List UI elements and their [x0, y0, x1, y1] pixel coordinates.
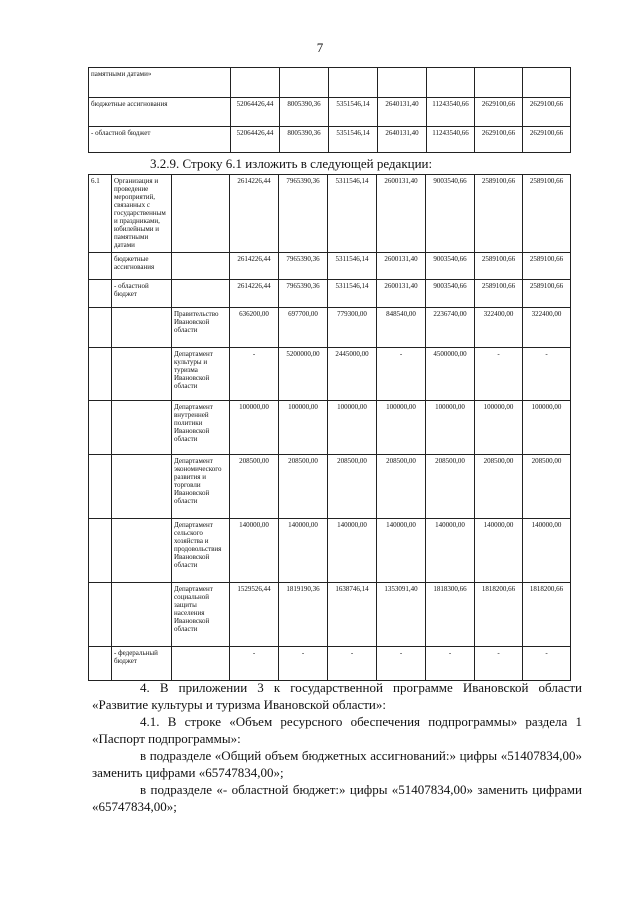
row-number: 6.1 [89, 175, 112, 253]
cell: 1353091,40 [377, 583, 426, 647]
cell: 140000,00 [523, 519, 571, 583]
cell: 2629100,66 [475, 127, 523, 153]
cell: 2640131,40 [378, 127, 427, 153]
row-number [89, 519, 112, 583]
table-row [89, 127, 571, 153]
cell: 4500000,00 [426, 348, 475, 401]
row-name: - областной бюджет [89, 127, 231, 153]
cell: 52064426,44 [231, 98, 280, 127]
cell: 100000,00 [279, 401, 328, 455]
cell: 2640131,40 [378, 98, 427, 127]
cell: 208500,00 [377, 455, 426, 519]
cell: - [475, 647, 523, 681]
cell: 2600131,40 [377, 253, 426, 280]
cell: - [328, 647, 377, 681]
table-row [89, 68, 571, 98]
row-name: памятными датами» [89, 68, 231, 98]
cell: 697700,00 [279, 308, 328, 348]
page-number: 7 [316, 40, 324, 55]
cell: 5351546,14 [329, 98, 378, 127]
executor-name [172, 175, 230, 253]
cell: 8005390,36 [280, 98, 329, 127]
cell [427, 68, 475, 98]
cell: 5200000,00 [279, 348, 328, 401]
cell: - [230, 647, 279, 681]
table-row [89, 280, 571, 308]
cell [231, 68, 280, 98]
main-table [88, 174, 571, 681]
cell: 9003540,66 [426, 253, 475, 280]
cell: 7965390,36 [279, 175, 328, 253]
executor-name: Департамент социальной защиты населения Ивановской области [172, 583, 230, 647]
cell: 208500,00 [230, 455, 279, 519]
cell: 100000,00 [328, 401, 377, 455]
cell: 2589100,66 [523, 253, 571, 280]
cell: 208500,00 [523, 455, 571, 519]
cell: 1818200,66 [475, 583, 523, 647]
cell: 2589100,66 [523, 175, 571, 253]
cell: 140000,00 [377, 519, 426, 583]
cell: 9003540,66 [426, 175, 475, 253]
row-number [89, 647, 112, 681]
cell: 1819190,36 [279, 583, 328, 647]
cell: 2629100,66 [475, 98, 523, 127]
cell: 2589100,66 [475, 280, 523, 308]
cell: 208500,00 [475, 455, 523, 519]
cell: 1818200,66 [523, 583, 571, 647]
table-row [89, 519, 571, 583]
cell: 2589100,66 [475, 253, 523, 280]
cell: - [230, 348, 279, 401]
table-row [89, 175, 571, 253]
cell: 5311546,14 [328, 253, 377, 280]
row-name: бюджетные ассигнования [89, 98, 231, 127]
cell [280, 68, 329, 98]
cell: 9003540,66 [426, 280, 475, 308]
row-number [89, 401, 112, 455]
executor-name: Департамент внутренней политики Ивановской области [172, 401, 230, 455]
cell: 140000,00 [426, 519, 475, 583]
executor-name: Правительство Ивановской области [172, 308, 230, 348]
cell: 2614226,44 [230, 280, 279, 308]
row-name: - областной бюджет [112, 280, 172, 308]
cell: 100000,00 [475, 401, 523, 455]
row-number [89, 583, 112, 647]
table-row [89, 253, 571, 280]
row-name [112, 519, 172, 583]
cell: 322400,00 [523, 308, 571, 348]
cell: 2600131,40 [377, 280, 426, 308]
cell: 636200,00 [230, 308, 279, 348]
cell: 100000,00 [523, 401, 571, 455]
cell: 11243540,66 [427, 127, 475, 153]
row-name: - федеральный бюджет [112, 647, 172, 681]
table-row [89, 308, 571, 348]
cell: - [426, 647, 475, 681]
amendment-text [92, 679, 582, 815]
table-row [89, 98, 571, 127]
top-table [88, 67, 571, 153]
row-name [112, 583, 172, 647]
cell: - [377, 348, 426, 401]
cell: 5311546,14 [328, 175, 377, 253]
table-row [89, 583, 571, 647]
cell: 322400,00 [475, 308, 523, 348]
cell: - [523, 348, 571, 401]
paragraph: 4. В приложении 3 к государственной программе Ивановской области «Развитие культуры и туризма Ивановской области»: [92, 680, 582, 712]
cell: 2614226,44 [230, 175, 279, 253]
row-number [89, 455, 112, 519]
cell: 1638746,14 [328, 583, 377, 647]
cell: 208500,00 [426, 455, 475, 519]
cell: 7965390,36 [279, 280, 328, 308]
executor-name: Департамент экономического развития и торговли Ивановской области [172, 455, 230, 519]
cell: 1529526,44 [230, 583, 279, 647]
row-name: Организация и проведение мероприятий, связанных с государственными праздниками, юбилейными и памятными датами [112, 175, 172, 253]
executor-name [172, 647, 230, 681]
cell: 208500,00 [279, 455, 328, 519]
row-number [89, 308, 112, 348]
table-row [89, 401, 571, 455]
row-name [112, 401, 172, 455]
cell [475, 68, 523, 98]
cell: 848540,00 [377, 308, 426, 348]
cell: - [475, 348, 523, 401]
cell: 1818300,66 [426, 583, 475, 647]
cell: 2236740,00 [426, 308, 475, 348]
cell: 100000,00 [377, 401, 426, 455]
cell: 2629100,66 [523, 127, 571, 153]
cell: 7965390,36 [279, 253, 328, 280]
cell [378, 68, 427, 98]
cell: 2589100,66 [475, 175, 523, 253]
cell: 779300,00 [328, 308, 377, 348]
cell: 100000,00 [230, 401, 279, 455]
table-row [89, 455, 571, 519]
executor-name: Департамент культуры и туризма Ивановской области [172, 348, 230, 401]
cell: 8005390,36 [280, 127, 329, 153]
cell: - [377, 647, 426, 681]
row-number [89, 253, 112, 280]
cell: 140000,00 [279, 519, 328, 583]
table-row [89, 647, 571, 681]
paragraph: в подразделе «- областной бюджет:» цифры «51407834,00» заменить цифрами «65747834,00»; [92, 782, 582, 814]
paragraph: 4.1. В строке «Объем ресурсного обеспечения подпрограммы» раздела 1 «Паспорт подпрограммы»: [92, 714, 582, 746]
table-row [89, 348, 571, 401]
cell [523, 68, 571, 98]
executor-name: Департамент сельского хозяйства и продовольствия Ивановской области [172, 519, 230, 583]
paragraph: в подразделе «Общий объем бюджетных ассигнований:» цифры «51407834,00» заменить цифрами «65747834,00»; [92, 748, 582, 780]
cell [329, 68, 378, 98]
cell: 2445000,00 [328, 348, 377, 401]
row-number [89, 280, 112, 308]
row-name [112, 455, 172, 519]
cell: 2629100,66 [523, 98, 571, 127]
executor-name [172, 253, 230, 280]
row-number [89, 348, 112, 401]
row-name [112, 308, 172, 348]
row-name [112, 348, 172, 401]
cell: 2589100,66 [523, 280, 571, 308]
cell: 140000,00 [230, 519, 279, 583]
cell: - [279, 647, 328, 681]
cell: 140000,00 [475, 519, 523, 583]
cell: 5351546,14 [329, 127, 378, 153]
cell: 208500,00 [328, 455, 377, 519]
cell: 2600131,40 [377, 175, 426, 253]
cell: 2614226,44 [230, 253, 279, 280]
row-name: бюджетные ассигнования [112, 253, 172, 280]
cell: 100000,00 [426, 401, 475, 455]
executor-name [172, 280, 230, 308]
cell: - [523, 647, 571, 681]
cell: 140000,00 [328, 519, 377, 583]
cell: 5311546,14 [328, 280, 377, 308]
section-heading: 3.2.9. Строку 6.1 изложить в следующей редакции: [150, 156, 433, 171]
cell: 11243540,66 [427, 98, 475, 127]
cell: 52064426,44 [231, 127, 280, 153]
